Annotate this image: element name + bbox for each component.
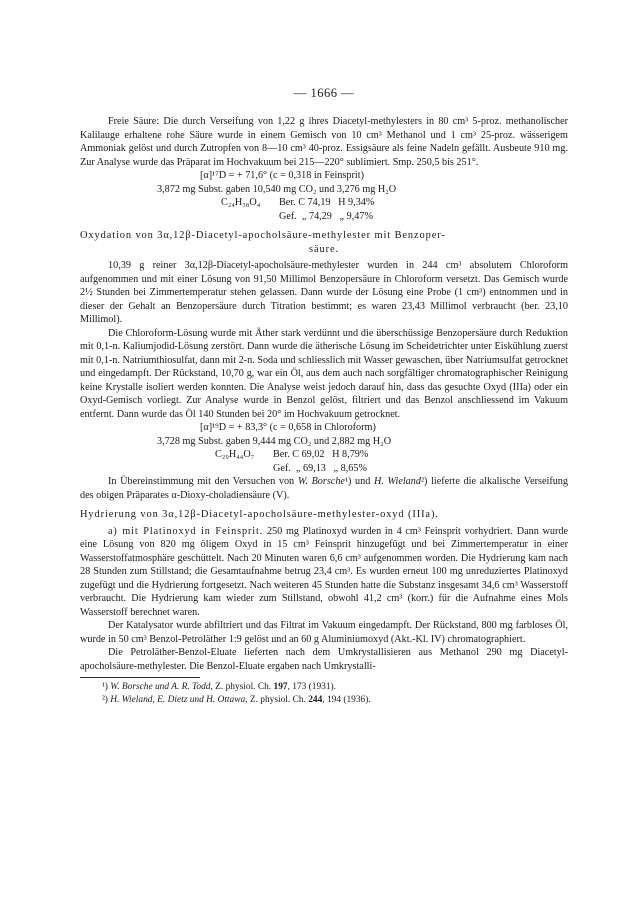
footnote-authors: W. Borsche und A. R. Todd, xyxy=(110,682,213,692)
footnote-volume: 244 xyxy=(308,694,323,705)
paragraph-oxidation: 10,39 g reiner 3α,12β-Diacetyl-apocholsäure-methylester wurden in 244 cm³ absolutem Chloroform aufgenommen und mit einer Lösung von 91,50 Millimol Benzopersäure in Chloroform versetzt. Das Gemisch wurde 2½ Stunden bei Zimmertemperatur stehen gelassen. Dann wurde der Lösung eine Probe (1 cm³) entnommen und in dieser der Gehalt an Benzopersäure durch Titration bestimmt; es waren 23,43 Millimol verbraucht (ber. 23,10 Millimol). xyxy=(80,260,568,325)
paragraph-workup: Die Chloroform-Lösung wurde mit Äther stark verdünnt und die überschüssige Benzopersäure durch Reduktion mit 0,1-n. Kaliumjodid-Lösung zerstört. Dann wurde die ätherische Lösung im Scheidetrichter unter Eiskühlung zuerst mit 0,1-n. Natriumthiosulfat, dann mit 2-n. Soda und schliesslich mit Wasser gewaschen, über Natriumsulfat getrocknet und eingedampft. Der Rückstand, 10,70 g, war ein Öl, aus dem auch nach sorgfältiger chromatographischer Reinigung keine Krystalle isoliert werden konnten. Die Analyse weist jedoch darauf hin, dass das gesuchte Oxyd (IIIa) oder ein Oxyd-Gemisch vorliegt. Zur Analyse wurde in Benzol gelöst, filtriert und das Benzol anschliessend im Vakuum entfernt. Dann wurde das Öl 140 Stunden bei 20° im Hochvakuum getrocknet. xyxy=(80,327,568,420)
combustion-measurement-1: 3,872 mg Subst. gaben 10,540 mg CO₂ und 3,276 mg H₂O xyxy=(157,183,397,195)
footnote-journal: Z. physiol. Ch. xyxy=(212,682,274,692)
analysis-calculated-2: Ber. C 69,02 H 8,79% xyxy=(273,449,369,460)
paragraph-free-acid: Freie Säure: Die durch Verseifung von 1,22 g ihres Diacetyl-methylesters in 80 cm³ 5-proz. methanolischer Kalilauge erhaltene rohe Säure wurde in einem Gemisch von 10 cm³ Methanol und 1 cm³ 25-proz. wässerigem Ammoniak gelöst und durch Zutropfen von 8—10 cm³ 40-proz. Essigsäure als feine Nadeln gefällt. Ausbeute 910 mg. Zur Analyse wurde das Präparat im Hochvakuum bei 215—220° sublimiert. Smp. 250,5 bis 251°. xyxy=(80,116,568,168)
molecular-formula-1: C₂₄H₃₈O₄ xyxy=(221,197,261,208)
paragraph-saponification xyxy=(80,475,568,502)
molecular-formula-2: C₂₉H₄₄O₇ xyxy=(215,449,255,460)
analysis-found-2: Gef. „ 69,13 „ 8,65% xyxy=(273,462,367,474)
footnote-authors: H. Wieland, E. Dietz und H. Ottawa, xyxy=(110,694,248,705)
text-run: ²) lieferte die alkalische Verseifung des obigen Präparates α-Dioxy-choladiensäure (V). xyxy=(80,476,568,501)
text-run: 250 mg Platinoxyd wurden in 4 cm³ Feinsprit vorhydriert. Dann wurde eine Lösung von 820 mg öligem Oxyd in 15 cm³ Feinsprit hinzugefügt und bei Zimmertemperatur in einer Wasserstoffatmosphäre geschüttelt. Nach 20 Minuten waren 6,6 cm³ aufgenommen worden. Die Hydrierung kam nach 28 Stunden zum Stillstand; die Gesamtaufnahme betrug 23,4 cm³. Es wurden erneut 100 mg unreduziertes Platinoxyd zugefügt und die Hydrierung fortgesetzt. Nach weiteren 45 Stunden hatte die Substanz insgesamt 34,6 cm³ Wasserstoff verbraucht. Die Hydrierung kam wieder zum Stillstand, obwohl 41,2 cm³ (korr.) für die Aufnahme eines Mols Wasserstoff berechnet waren. xyxy=(80,525,568,618)
section-heading-oxidation xyxy=(80,229,568,256)
elemental-analysis-1 xyxy=(80,196,568,223)
section-heading-hydrogenation: Hydrierung von 3α,12β-Diacetyl-apocholsäure-methylester-oxyd (IIIa). xyxy=(80,509,439,520)
footnote-pages: , 194 (1936). xyxy=(322,694,371,705)
paragraph-hydrogenation xyxy=(80,525,568,620)
analysis-calculated-1: Ber. C 74,19 H 9,34% xyxy=(279,197,375,208)
footnote-rule xyxy=(80,677,200,678)
page-number: — 1666 — xyxy=(293,86,355,100)
combustion-measurement-2: 3,728 mg Subst. gaben 9,444 mg CO₂ und 2,882 mg H₂O xyxy=(157,435,392,447)
elemental-analysis-2 xyxy=(80,448,568,475)
optical-rotation-2: [α]¹⁹D = + 83,3° (c = 0,658 in Chloroform) xyxy=(200,422,376,433)
analysis-found-1: Gef. „ 74,29 „ 9,47% xyxy=(279,210,373,222)
author-borsche: W. Borsche xyxy=(297,476,345,487)
paragraph-catalyst: Der Katalysator wurde abfiltriert und das Filtrat im Vakuum eingedampft. Der Rückstand, 800 mg farbloses Öl, wurde in 50 cm³ Benzol-Petroläther 1:9 gelöst und an 60 g Aluminiumoxyd (Akt.-Kl. IV) chromatographiert. xyxy=(80,620,568,645)
footnote-pages: , 173 (1931). xyxy=(287,682,336,692)
footnote-mark: ¹) xyxy=(102,682,108,692)
footnote-1 xyxy=(80,681,568,694)
footnote-mark: ²) xyxy=(102,694,108,705)
section-heading-oxidation-line2: säure. xyxy=(309,243,339,255)
footnote-2 xyxy=(80,694,568,707)
text-run: ¹) und xyxy=(344,476,374,487)
run-in-heading: a) mit Platinoxyd in Feinsprit. xyxy=(108,525,264,537)
text-run: In Übereinstimmung mit den Versuchen von xyxy=(108,476,298,487)
footnote-volume: 197 xyxy=(273,682,288,692)
optical-rotation-1: [α]¹⁷D = + 71,6° (c = 0,318 in Feinsprit) xyxy=(200,170,364,181)
paragraph-eluates: Die Petroläther-Benzol-Eluate lieferten nach dem Umkrystallisieren aus Methanol 290 mg Diacetyl-apocholsäure-methylester. Die Benzol-Eluate ergaben nach Umkrystalli- xyxy=(80,647,568,672)
author-wieland: H. Wieland xyxy=(374,476,421,487)
section-heading-oxidation-line1: Oxydation von 3α,12β-Diacetyl-apocholsäure-methylester mit Benzoper- xyxy=(80,230,446,241)
footnote-journal: Z. physiol. Ch. xyxy=(247,694,309,705)
